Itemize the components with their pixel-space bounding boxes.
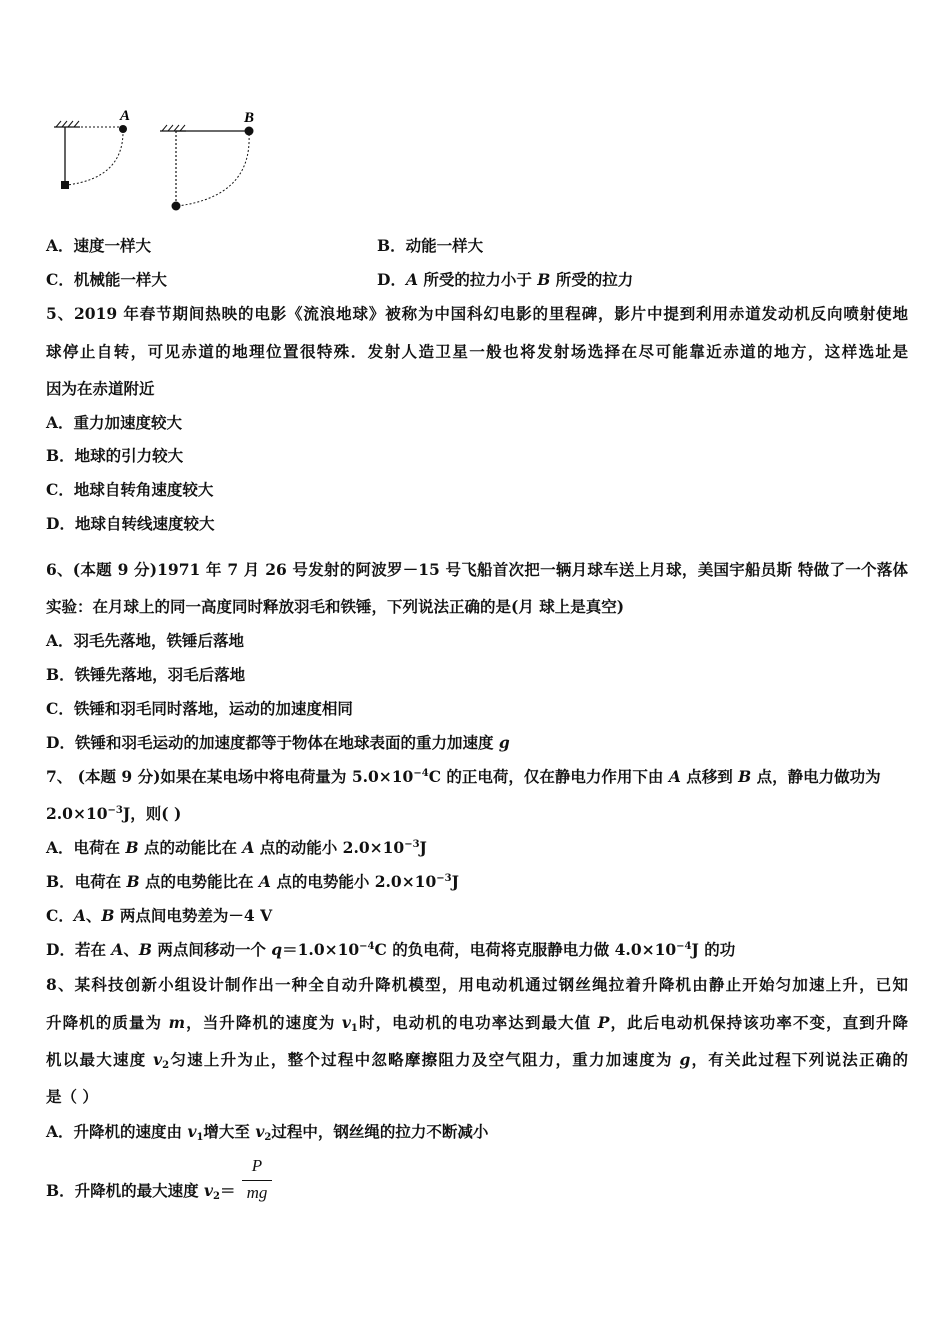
q6-option-b: B．铁锤先落地，羽毛后落地 xyxy=(46,665,246,684)
q6-option-c: C．铁锤和羽毛同时落地，运动的加速度相同 xyxy=(46,699,353,718)
q7-option-a: A．电荷在 B 点的动能比在 A 点的动能小 $2.0\times 10^{-3}J$ xyxy=(46,838,427,857)
q5-stem-line2: 球停止自转，可见赤道的地理位置很特殊．发射人造卫星一般也将发射场选择在尽可能靠近赤道的地方，这样选址是 xyxy=(46,342,908,361)
ball-b-bottom xyxy=(172,202,181,211)
fraction-numerator: P xyxy=(251,1156,263,1175)
q7-option-b: B．电荷在 B 点的电势能比在 A 点的电势能小 $2.0\times 10^{-3}J$ xyxy=(46,872,459,891)
q4-option-d: D．A 所受的拉力小于 B 所受的拉力 xyxy=(377,270,634,289)
q7-option-c: C．A、B 两点间电势差为－4 V xyxy=(46,906,273,925)
q4-option-a: A．速度一样大 xyxy=(46,236,152,255)
pendulum-a xyxy=(54,108,130,189)
q8-stem-line4: 是（ ） xyxy=(46,1087,98,1106)
q8-option-b: B．升降机的最大速度 $v_2=$ xyxy=(46,1181,236,1202)
q5-option-d: D．地球自转线速度较大 xyxy=(46,514,215,533)
label-b: B xyxy=(244,110,255,126)
q5-stem-line3: 因为在赤道附近 xyxy=(46,379,155,398)
fraction-denominator: mg xyxy=(246,1183,268,1202)
q7-stem-line2: $2.0\times 10^{-3}J$，则( ) xyxy=(46,804,182,823)
q6-stem-line2: 实验：在月球上的同一高度同时释放羽毛和铁锤，下列说法正确的是(月 球上是真空) xyxy=(46,597,625,616)
q8-stem-line1: 8、某科技创新小组设计制作出一种全自动升降机模型，用电动机通过钢丝绳拉着升降机由静止开始匀加速上升，已知 xyxy=(46,975,908,994)
ball-a-bottom xyxy=(61,181,69,189)
q4-option-b: B．动能一样大 xyxy=(377,236,484,255)
ball-a-start xyxy=(119,125,127,133)
pendulum-figure xyxy=(40,100,280,220)
q8-option-b-fraction xyxy=(242,1156,272,1205)
q5-option-c: C．地球自转角速度较大 xyxy=(46,480,214,499)
q8-option-a: A．升降机的速度由 $v_1$增大至 $v_2$过程中，钢丝绳的拉力不断减小 xyxy=(46,1122,489,1143)
q8-stem-line2: 升降机的质量为 m，当升降机的速度为 $v_1$时，电动机的电功率达到最大值 P，此后电动机保持该功率不变，直到升降 xyxy=(46,1013,908,1034)
q8-stem-line3: 机以最大速度 $v_2$匀速上升为止，整个过程中忽略摩擦阻力及空气阻力，重力加速度为 g，有关此过程下列说法正确的 xyxy=(46,1050,908,1071)
q6-stem-line1: 6、(本题 9 分)1971 年 7 月 26 号发射的阿波罗－15 号飞船首次把一辆月球车送上月球，美国宇船员斯 特做了一个落体 xyxy=(46,560,908,579)
q4-option-c: C．机械能一样大 xyxy=(46,270,167,289)
label-a: A xyxy=(120,108,131,124)
q5-option-a: A．重力加速度较大 xyxy=(46,413,183,432)
q5-stem-line1: 5、2019 年春节期间热映的电影《流浪地球》被称为中国科幻电影的里程碑，影片中提到利用赤道发动机反向喷射使地 xyxy=(46,304,908,323)
q6-option-d: D．铁锤和羽毛运动的加速度都等于物体在地球表面的重力加速度 g xyxy=(46,733,510,752)
pendulum-b xyxy=(160,110,254,211)
fraction-bar xyxy=(242,1180,272,1181)
q6-option-a: A．羽毛先落地，铁锤后落地 xyxy=(46,631,245,650)
q7-option-d: D．若在 A、B 两点间移动一个 $q=1.0\times 10^{-4}C$ 的负电荷，电荷将克服静电力做 $4.0\times 10^{-4}J$ 的功 xyxy=(46,940,736,959)
q5-option-b: B．地球的引力较大 xyxy=(46,446,184,465)
q7-stem-line1: 7、 (本题 9 分)如果在某电场中将电荷量为 $5.0\times 10^{-4}C$ 的正电荷，仅在静电力作用下由 A 点移到 B 点，静电力做功为 xyxy=(46,767,881,786)
ball-b-start xyxy=(245,127,254,136)
